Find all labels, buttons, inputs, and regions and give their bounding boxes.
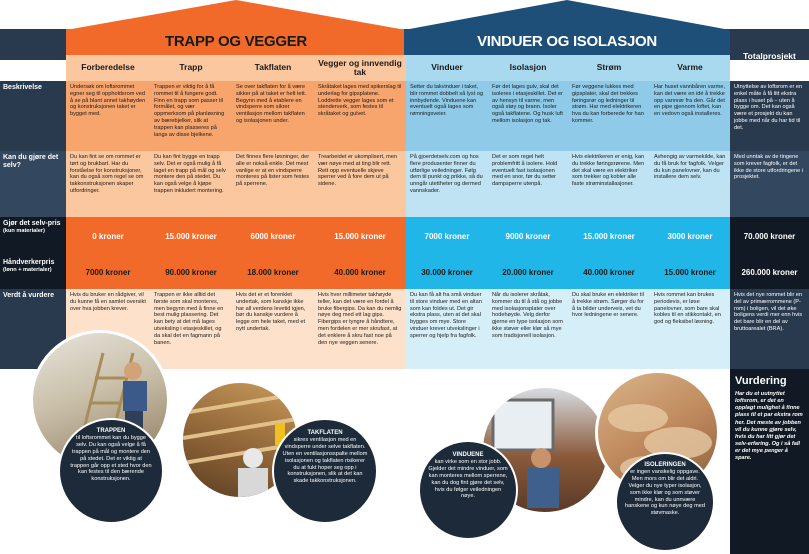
caption-takflaten: TAKFLATEN sikres ventilasjon med en vindsperre under selve takflaten. Uten en ventilasjonsspalte mellom isolasjonen og takflaten risikerer du at fukt hoper seg opp i konstruksjonen, slik at det kan skade takkonstruksjonen. (282, 430, 368, 485)
cell-verdt-6: Du skal bruke en elektriker til å trekke strøm. Sørger du for å ta bilder underveis, vet du hvor ledningene er senere. (568, 289, 650, 369)
price-gjor-det-4: 7000 kroner (406, 217, 488, 256)
section-title-right: VINDUER OG ISOLASJON (477, 33, 657, 50)
vurdering-box (730, 369, 809, 554)
section-title-left: TRAPP OG VEGGER (165, 33, 307, 50)
price-handverker-7: 15.000 kroner (650, 256, 730, 289)
row-label-gjor-det: Gjør det selv-pris (kun materialer) (0, 217, 66, 256)
price-gjor-det-5: 9000 kroner (488, 217, 568, 256)
price-gjor-det-6: 15.000 kroner (568, 217, 650, 256)
cell-beskrivelse-8: Utnyttelse av loftsrom er en enkel måte å få litt ekstra plass i huset på – uten å bygge om. Det kan også være et prosjekt du kan jobbe med når du har tid til det. (730, 81, 809, 151)
price-gjor-det-total: 70.000 kroner (730, 217, 809, 256)
cell-kan-du-0: Du kan fint se om rommet er tørt og brukbart. Har du forståelse for konstruksjoner, kan du også som regel se om takkonstruksjonen skaper utfordringer. (66, 151, 150, 217)
price-handverker-2: 18.000 kroner (232, 256, 314, 289)
cell-kan-du-5: Det er som regel helt problemfritt å isolere. Hold eventuelt fast isolasjonen med en snor, før du setter dampsperre utenpå. (488, 151, 568, 217)
cell-verdt-5: Når du isolerer skråtak, kommer du til å stå og jobbe med isolasjonsplater over hodehøyde. Velg derfor gjerne en type isolasjon som ikke støver eller klør så mye som tradisjonell isolasjon. (488, 289, 568, 369)
cell-verdt-1: Trappen er ikke alltid det første som skal monteres, men begynn med å finne en best mulig plassering. Det kan bety at det må lages utveksling i etasjeskillet, og da skal det en fagmann på banen. (150, 289, 232, 369)
price-gjor-det-1: 15.000 kroner (150, 217, 232, 256)
cell-beskrivelse-4: Setter du takvinduer i taket, blir rommet dobbelt så lyst og innbydende. Vinduene kan eventuelt også lages som rømningsveier. (406, 81, 488, 151)
cell-verdt-2: Hvis det er et forenklet undertak, som kanskje ikke har all verdens levetid igjen, bør du kanskje vurdere å legge om hele taket, med et nytt undertak. (232, 289, 314, 369)
col-header-totalprosjekt: Totalprosjekt (743, 51, 796, 62)
price-handverker-5: 20.000 kroner (488, 256, 568, 289)
price-gjor-det-2: 6000 kroner (232, 217, 314, 256)
price-handverker-4: 30.000 kroner (406, 256, 488, 289)
price-handverker-total: 260.000 kroner (730, 256, 809, 289)
cell-kan-du-6: Hvis elektrikeren er enig, kan du trekke føringsrørene. Men det skal være en elektriker som trekker og kobler alle faste strøminstallasjoner. (568, 151, 650, 217)
cell-kan-du-7: Avhengig av varmekilde, kan du få bruk for fagfolk. Velger du kun panelovner, kan du installere dem selv. (650, 151, 730, 217)
col-header-strom: Strøm (568, 55, 650, 81)
cell-kan-du-1: Du kan fint bygge en trapp selv. Det er også mulig å få laget en trapp på mål og selv montere den på stedet. Du kan også velge å kjøpe trappen inkludert montering. (150, 151, 232, 217)
col-header-takflaten: Takflaten (232, 55, 314, 81)
cell-beskrivelse-2: Se over takflaten for å være sikker på at taket er helt tett. Begynn med å etablere en vindsperre som sikrer ventilasjon mellom takflaten og isolasjonen under. (232, 81, 314, 151)
price-gjor-det-3: 15.000 kroner (314, 217, 406, 256)
row-label-verdt: Verdt å vurdere (0, 289, 66, 369)
col-header-isolasjon: Isolasjon (488, 55, 568, 81)
cell-verdt-7: Hvis rommet kan brukes periodevis, er løse panelovner, som bare skal kobles til en stikkontakt, en god og fleksibel løsning. (650, 289, 730, 369)
caption-vinduer: VINDUENE kan virke som en stor jobb. Gjelder det mindre vinduer, som kan monteres mellom sperrene, kan du dog fint gjøre det selv, hvis du følger veiledningen nøye. (428, 452, 508, 500)
cell-beskrivelse-7: Har huset vannbåren varme, kan det være en idé å trekke opp vannrør fra den. Går det en pipe gjennom loftet, kan en vedovn også installeres. (650, 81, 730, 151)
price-gjor-det-0: 0 kroner (66, 217, 150, 256)
caption-isolasjon: ISOLERINGEN er ingen vanskelig oppgave. Men mors om blir det aldri. Velger du nye typer isolasjon, som ikke klør og som støver mindre, kan du unnvære hanskene og kun nøye deg med støvmaske. (625, 462, 705, 517)
cell-verdt-3: Hvis hver millimeter takhøyde teller, kan det være en fordel å bruke fibergips. Da kan du nemlig nøye deg med ett lag gips. Fibergips er tyngre å håndtere, men fordelen er mer skrufast, at det enklere å skru fast noe på den nye veggen senere. (314, 289, 406, 369)
row-label-kan-du: Kan du gjøre det selv? (0, 151, 66, 217)
price-handverker-6: 40.000 kroner (568, 256, 650, 289)
col-header-vinduer: Vinduer (406, 55, 488, 81)
cell-beskrivelse-1: Trappen er viktig for å få rommet til å fungere godt. Finn en trapp som passer til formålet, og vær oppmerksom på planløsning av bærebjelker, slik at trappen kan plasseres på langs av disse bjelkene. (150, 81, 232, 151)
cell-verdt-8: Hvis det nye rommet blir en del av primærrommene (P-rom) i boligen, vil det øke boligens verdi mer enn hvis det bare blir en del av bruttoarealet (BRA). (730, 289, 809, 369)
cell-verdt-0: Hvis du bruker en rådgiver, vil du kunne få en samlet oversikt over hva jobben krever. (66, 289, 150, 369)
price-gjor-det-7: 3000 kroner (650, 217, 730, 256)
col-header-forberedelse: Forberedelse (66, 55, 150, 81)
cell-beskrivelse-3: Skråtaket lages med spikerslag til underlag for gipsplatene. Loddrette vegger lages som et stenderverk, som festes til skråtaket og gulvet. (314, 81, 406, 151)
col-header-trapp: Trapp (150, 55, 232, 81)
caption-trapp: TRAPPEN til loftsrommet kan du bygge selv. Du kan også velge å få trappen på mål og montere den på stedet. Det er viktig at trappen går opp et sted hvor den kan festes til den bærende konstruksjonen. (70, 428, 152, 483)
cell-beskrivelse-6: Før veggene lukkes med gipsplater, skal det trekkes føringsrør og ledninger til strøm. Har med elektrikeren hva du kan forberede for han kommer. (568, 81, 650, 151)
orange-roof (66, 0, 406, 30)
vurdering-title: Vurdering (735, 375, 787, 387)
cell-beskrivelse-5: Før det lages gulv, skal det isoleres i etasjeskillet. Det er av hensyn til varme, men også støy og brann. Isoler også takflatene. Og husk luft mellom isolasjon og tak. (488, 81, 568, 151)
cell-verdt-4: Du kan få alt fra små vinduer til store vinduer med en altan som kan foldes ut. Det gir ekstra plass, uten at det skal bygges om mye. Store vinduer krever utvekslinger i sperrer og hjelp fra fagfolk. (406, 289, 488, 369)
row-label-beskrivelse: Beskrivelse (0, 81, 66, 151)
blue-roof (404, 0, 730, 30)
cell-kan-du-8: Med unntak av de tingene som krever fagfolk, er det ikke de store utfordringene i prosjektet. (730, 151, 809, 217)
col-header-vegger: Vegger og innvendig tak (314, 55, 406, 81)
cell-kan-du-2: Det finnes flere løsninger, der alle er nokså enkle. Det mest vanlige er at en vindsperre monteres på lister som festes på sperrene. (232, 151, 314, 217)
price-handverker-1: 90.000 kroner (150, 256, 232, 289)
price-handverker-0: 7000 kroner (66, 256, 150, 289)
price-handverker-3: 40.000 kroner (314, 256, 406, 289)
cell-beskrivelse-0: Undersøk om loftsrommet egner seg til oppholdsrom ved å se på blant annet takhøyden og konstruksjonen taket er bygget med. (66, 81, 150, 151)
vurdering-text: Har du et uutnyttet loftsrom, er det en opplagt mulighet å finne plass til et par ekstra rom her. Det meste av jobben vil du kunne gjøre selv, hvis du har litt gjør det selv-erfaring. Og i så fall er det mye penger å spare. (735, 391, 803, 462)
cell-kan-du-3: Trearbeidet er ukomplisert, men vær nøye med at ting blir rett. Rett opp eventuelle skjeve sperrer ved å fore dem ut på sidene. (314, 151, 406, 217)
row-label-handverker: Håndverkerpris (lønn + materialer) (0, 256, 66, 289)
cell-kan-du-4: På gjoerdetselv.com og hos flere produsenter finner du utførlige veiledninger. Følg dem til punkt og prikke, så du unngår utettheter og dermed vannskader. (406, 151, 488, 217)
col-header-varme: Varme (650, 55, 730, 81)
